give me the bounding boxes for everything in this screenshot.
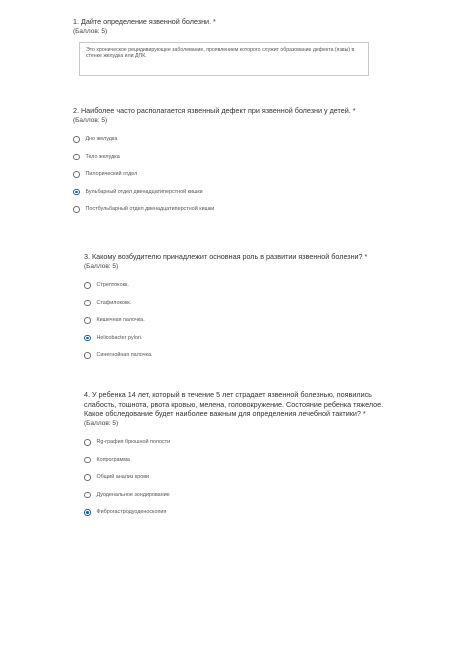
option-label: Синегнойная палочка.: [96, 352, 153, 359]
radio-button[interactable]: [84, 282, 91, 289]
question-2-score: (Баллов: 5): [73, 116, 108, 124]
option-label: Пилорический отдел: [85, 171, 138, 178]
option-label: Постбульбарный отдел двенадцатиперстной кишки: [85, 206, 215, 213]
question-4-title: 4. У ребенка 14 лет, который в течение 5 лет страдает язвенной болезнью, появились слабость, тошнота, рвота кровью, мелена, головокружение. Состояние ребенка тяжелое. Какое обследование будет наиболее важным для определения лечебной тактики? *: [84, 390, 384, 418]
question-3-title: 3. Какому возбудителю принадлежит основная роль в развитии язвенной болезни? *: [84, 252, 368, 261]
radio-button[interactable]: [73, 136, 80, 143]
radio-button[interactable]: [84, 317, 91, 324]
option-label: Фиброгастродуоденоскопия: [96, 509, 167, 516]
q4-option-2[interactable]: [84, 451, 384, 469]
radio-button[interactable]: [84, 474, 91, 481]
q2-option-3[interactable]: [73, 166, 373, 184]
radio-button[interactable]: [84, 352, 91, 359]
radio-button[interactable]: [73, 171, 80, 178]
radio-button-selected[interactable]: [84, 335, 91, 342]
question-3: [84, 252, 384, 364]
option-label: Общий анализ крови: [96, 474, 150, 481]
radio-button[interactable]: [73, 206, 80, 213]
option-label: Стрептококк.: [96, 282, 129, 289]
question-3-options: [84, 277, 384, 365]
option-label: Тело желудка: [85, 153, 120, 160]
option-label: Копрограмма: [96, 456, 130, 463]
q2-option-4[interactable]: [73, 183, 373, 201]
question-4: [84, 390, 384, 521]
question-1-score: (Баллов: 5): [73, 27, 108, 35]
q4-option-3[interactable]: [84, 469, 384, 487]
radio-button-selected[interactable]: [84, 509, 91, 516]
q3-option-4[interactable]: [84, 329, 384, 347]
q2-option-2[interactable]: [73, 148, 373, 166]
q4-option-1[interactable]: [84, 434, 384, 452]
question-4-score: (Баллов: 5): [84, 419, 119, 427]
question-1-answer-field[interactable]: Это хроническое рецидивирующее заболевание, проявлением которого служит образование дефекта (язвы) в стенке желудка или ДПК.: [79, 42, 369, 76]
q3-option-3[interactable]: [84, 312, 384, 330]
q4-option-5[interactable]: [84, 504, 384, 522]
question-2-options: [73, 131, 373, 219]
option-label: Кишечная палочка.: [96, 317, 145, 324]
radio-button[interactable]: [84, 439, 91, 446]
option-label: Дуоденальное зондирование: [96, 491, 170, 498]
radio-button[interactable]: [84, 457, 91, 464]
radio-button[interactable]: [84, 300, 91, 307]
q2-option-1[interactable]: [73, 131, 373, 149]
q3-option-5[interactable]: [84, 347, 384, 365]
question-1: [73, 17, 413, 76]
radio-button[interactable]: [84, 492, 91, 499]
question-1-title: 1. Дайте определение язвенной болезни. *: [73, 17, 216, 26]
option-label: Бульбарный отдел двенадцатиперстной кишки: [85, 188, 203, 195]
q2-option-5[interactable]: [73, 201, 373, 219]
option-label: Helicobacter pylori.: [96, 334, 143, 341]
radio-button[interactable]: [73, 154, 80, 161]
radio-button-selected[interactable]: [73, 189, 80, 196]
question-3-score: (Баллов: 5): [84, 262, 119, 270]
option-label: Стафилококк.: [96, 299, 132, 306]
q3-option-1[interactable]: [84, 277, 384, 295]
option-label: Дно желудка: [85, 136, 118, 143]
q3-option-2[interactable]: [84, 294, 384, 312]
q4-option-4[interactable]: [84, 486, 384, 504]
question-2: [73, 106, 373, 218]
question-4-options: [84, 434, 384, 522]
question-2-title: 2. Наиболее часто располагается язвенный дефект при язвенной болезни у детей. *: [73, 106, 356, 115]
option-label: Rg-графия брюшной полости: [96, 439, 171, 446]
